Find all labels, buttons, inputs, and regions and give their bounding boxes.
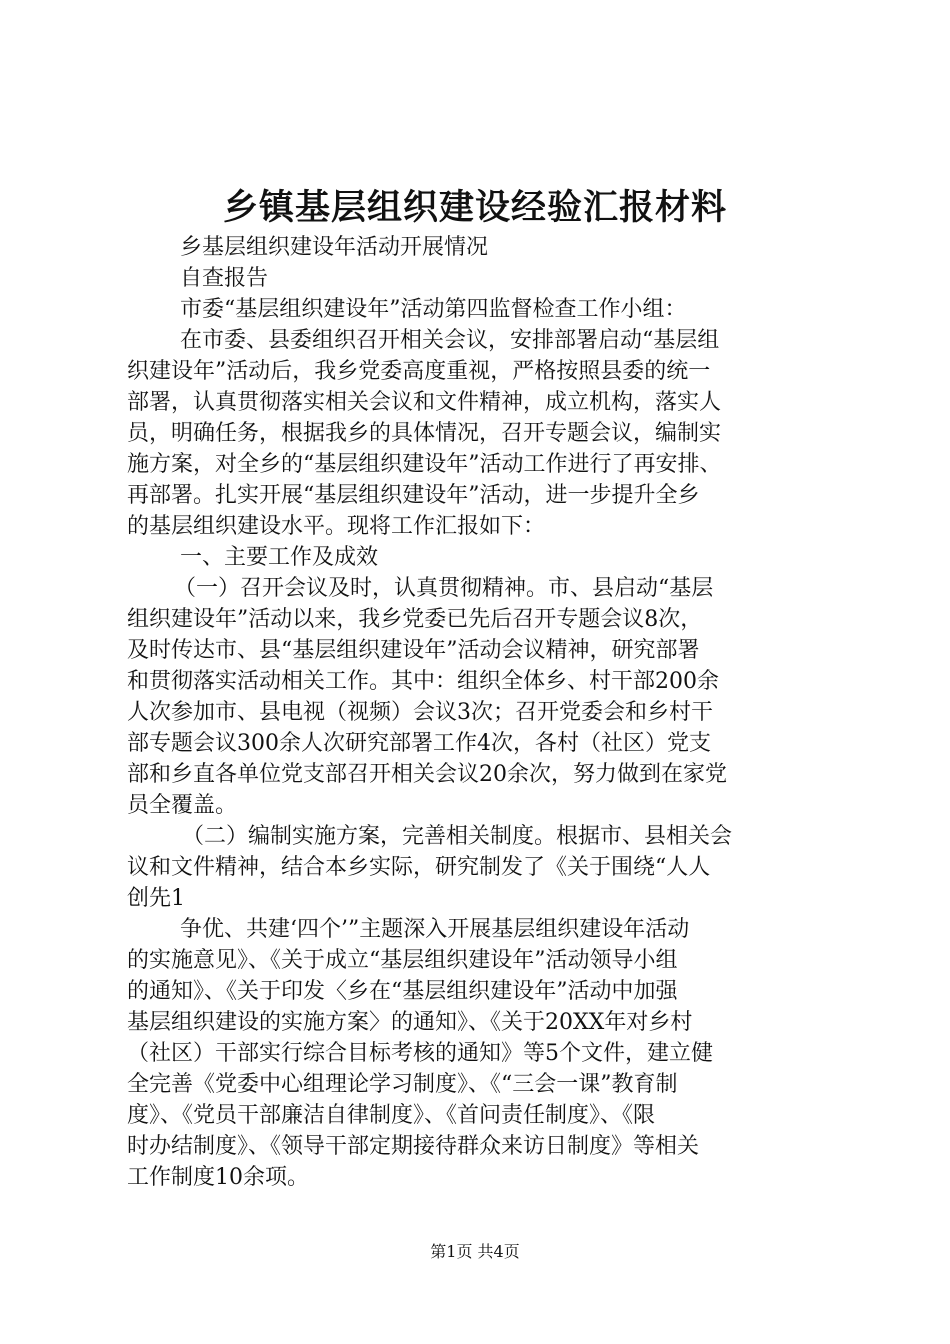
paragraph-line: 人次参加市、县电视（视频）会议3次；召开党委会和乡村干 bbox=[127, 700, 713, 725]
paragraph-line: 的基层组织建设水平。现将工作汇报如下： bbox=[127, 514, 546, 539]
paragraph-line: 织建设年”活动后，我乡党委高度重视，严格按照县委的统一 bbox=[127, 359, 711, 384]
paragraph-line: 员，明确任务，根据我乡的具体情况，召开专题会议，编制实 bbox=[127, 421, 722, 446]
paragraph-line: 施方案，对全乡的“基层组织建设年”活动工作进行了再安排、 bbox=[127, 452, 722, 477]
paragraph-line: 组织建设年”活动以来，我乡党委已先后召开专题会议8次， bbox=[127, 607, 703, 632]
paragraph-line: 全完善《党委中心组理论学习制度》、《“三会一课”教育制 bbox=[127, 1072, 678, 1097]
paragraph-line: （一）召开会议及时，认真贯彻精神。市、县启动“基层 bbox=[174, 576, 714, 601]
paragraph-line: 部和乡直各单位党支部召开相关会议20余次，努力做到在家党 bbox=[127, 762, 727, 787]
subtitle-line: 乡基层组织建设年活动开展情况 bbox=[180, 235, 489, 260]
paragraph-line: 的实施意见》、《关于成立“基层组织建设年”活动领导小组 bbox=[127, 948, 678, 973]
paragraph-line: 部署，认真贯彻落实相关会议和文件精神，成立机构，落实人 bbox=[127, 390, 722, 415]
paragraph-line: 部专题会议300余人次研究部署工作4次，各村（社区）党支 bbox=[127, 731, 711, 756]
paragraph-line: 创先1 bbox=[127, 886, 185, 911]
paragraph-line: 和贯彻落实活动相关工作。其中：组织全体乡、村干部200余 bbox=[127, 669, 719, 694]
paragraph-line: 时办结制度》、《领导干部定期接待群众来访日制度》等相关 bbox=[127, 1134, 700, 1159]
paragraph-line: （社区）干部实行综合目标考核的通知》等5个文件，建立健 bbox=[127, 1041, 713, 1066]
paragraph-line: （二）编制实施方案，完善相关制度。根据市、县相关会 bbox=[182, 824, 733, 849]
paragraph-line: 争优、共建‘四个’”主题深入开展基层组织建设年活动 bbox=[180, 917, 690, 942]
subtitle-line: 自查报告 bbox=[180, 266, 269, 291]
section-heading: 一、主要工作及成效 bbox=[180, 545, 379, 570]
paragraph-line: 工作制度10余项。 bbox=[127, 1165, 309, 1190]
paragraph-line: 的通知》、《关于印发〈乡在“基层组织建设年”活动中加强 bbox=[127, 979, 678, 1004]
paragraph-line: 度》、《党员干部廉洁自律制度》、《首问责任制度》、《限 bbox=[127, 1103, 656, 1128]
paragraph-line: 议和文件精神，结合本乡实际，研究制发了《关于围绕“人人 bbox=[127, 855, 711, 880]
salutation-line: 市委“基层组织建设年”活动第四监督检查工作小组： bbox=[180, 297, 687, 322]
document-title: 乡镇基层组织建设经验汇报材料 bbox=[222, 187, 727, 228]
paragraph-line: 在市委、县委组织召开相关会议，安排部署启动“基层组 bbox=[180, 328, 720, 353]
paragraph-line: 员全覆盖。 bbox=[127, 793, 238, 818]
document-body bbox=[127, 232, 839, 1193]
page-number-footer: 第1页 共4页 bbox=[430, 1242, 520, 1261]
paragraph-line: 再部署。扎实开展“基层组织建设年”活动，进一步提升全乡 bbox=[127, 483, 700, 508]
paragraph-line: 及时传达市、县“基层组织建设年”活动会议精神，研究部署 bbox=[127, 638, 700, 663]
paragraph-line: 基层组织建设的实施方案〉的通知》、《关于20XX年对乡村 bbox=[127, 1010, 693, 1035]
